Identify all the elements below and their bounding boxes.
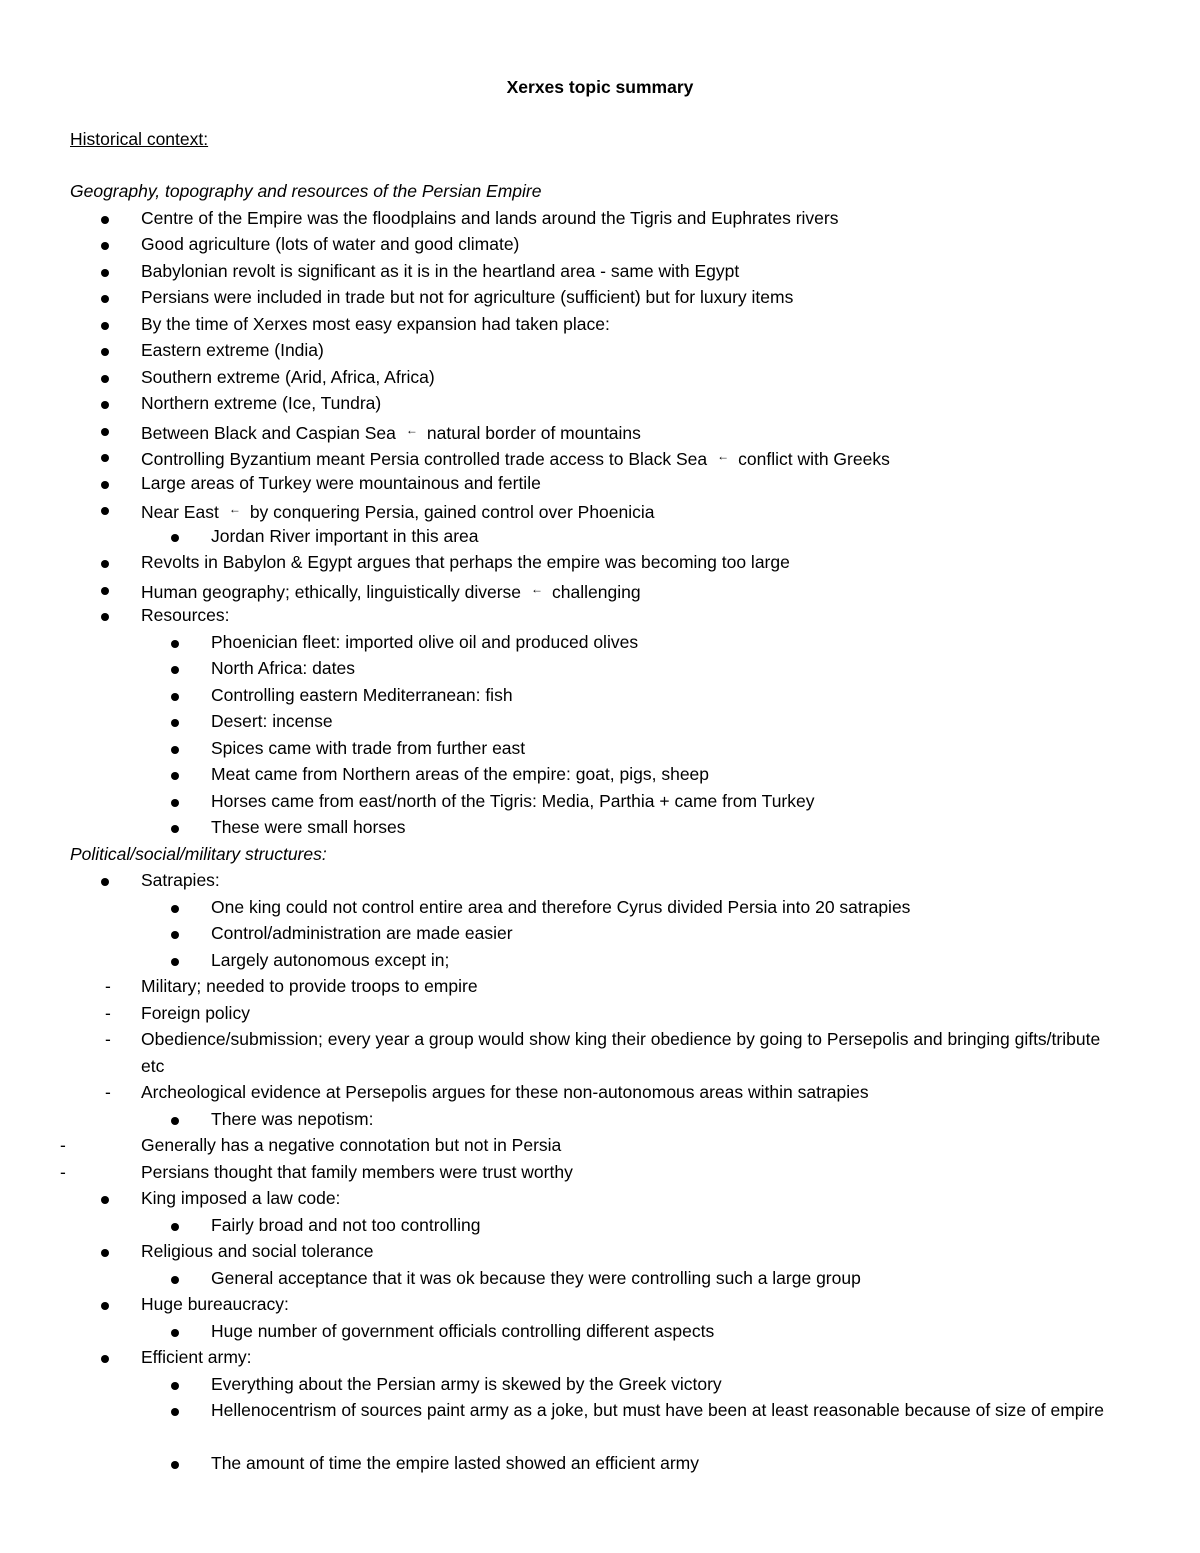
bullet-list-item (0, 867, 1200, 894)
bullet-icon (171, 1265, 179, 1292)
bullet-icon (171, 655, 179, 682)
dash-marker: - (60, 1161, 66, 1182)
arrow-icon: ← (531, 581, 544, 596)
bullet-list-item (0, 1344, 1200, 1371)
bullet-icon (171, 1318, 179, 1345)
list-item-text: Meat came from Northern areas of the empire: goat, pigs, sheep (211, 764, 710, 784)
bullet-icon (101, 496, 109, 523)
bullet-icon (171, 1371, 179, 1398)
document-body (0, 178, 1200, 1477)
bullet-list-item (0, 1318, 1200, 1345)
list-item-text: Military; needed to provide troops to empire (141, 976, 478, 996)
bullet-list-item (0, 443, 1200, 470)
dash-marker: - (105, 976, 111, 996)
bullet-list-item (0, 920, 1200, 947)
list-item-text-part: conflict with Greeks (738, 449, 890, 469)
bullet-icon (101, 1344, 109, 1371)
bullet-list-item (0, 364, 1200, 391)
bullet-list-item (0, 1291, 1200, 1318)
list-item-text (141, 496, 655, 526)
bullet-list-item (0, 814, 1200, 841)
list-item-text: King imposed a law code: (141, 1188, 341, 1208)
bullet-icon (171, 894, 179, 921)
bullet-icon (171, 1397, 179, 1424)
bullet-icon (171, 761, 179, 788)
bullet-list-item (0, 1212, 1200, 1239)
list-item-text: Religious and social tolerance (141, 1241, 374, 1261)
list-item-text (141, 443, 890, 473)
subheading-text: Political/social/military structures: (70, 843, 327, 864)
arrow-icon: ← (228, 502, 241, 516)
dash-list-item (0, 1132, 1200, 1159)
list-item-text: North Africa: dates (211, 658, 355, 678)
list-item-text-part: Between Black and Caspian Sea (141, 422, 396, 443)
bullet-icon (101, 417, 109, 444)
bullet-icon (101, 602, 109, 629)
bullet-icon (101, 1291, 109, 1318)
list-item-text: Controlling eastern Mediterranean: fish (211, 684, 513, 705)
bullet-list-item (0, 602, 1200, 629)
list-item-text: Foreign policy (141, 1002, 250, 1023)
bullet-icon (171, 1106, 179, 1133)
list-item-text: Centre of the Empire was the floodplains and lands around the Tigris and Euphrates rivers (141, 207, 839, 228)
list-item-text: Spices came with trade from further east (211, 737, 526, 758)
list-item-text: Huge bureaucracy: (141, 1294, 289, 1314)
dash-list-item (0, 1079, 1200, 1106)
arrow-icon: ← (717, 449, 730, 463)
bullet-list-item (0, 523, 1200, 550)
list-item-text: There was nepotism: (211, 1108, 374, 1129)
bullet-icon (101, 258, 109, 285)
list-item-text: Babylonian revolt is significant as it is in the heartland area - same with Egypt (141, 260, 740, 281)
bullet-icon (171, 788, 179, 815)
bullet-list-item (0, 788, 1200, 815)
list-item-text: Huge number of government officials controlling different aspects (211, 1320, 715, 1341)
list-item-text: Control/administration are made easier (211, 923, 513, 943)
list-item-text: Eastern extreme (India) (141, 340, 324, 360)
list-item-text: Generally has a negative connotation but not in Persia (141, 1135, 562, 1155)
list-item-text: Northern extreme (Ice, Tundra) (141, 393, 382, 413)
document-title: Xerxes topic summary (506, 77, 694, 97)
bullet-icon (101, 1185, 109, 1212)
bullet-list-item (0, 390, 1200, 417)
subheading-text: Geography, topography and resources of the Persian Empire (70, 181, 542, 201)
bullet-icon (171, 735, 179, 762)
bullet-icon (101, 337, 109, 364)
bullet-list-item (0, 205, 1200, 232)
bullet-icon (101, 205, 109, 232)
dash-list-item (0, 1026, 1200, 1079)
arrow-icon: ← (405, 422, 418, 437)
bullet-icon (171, 629, 179, 656)
bullet-list-item (0, 708, 1200, 735)
list-item-text-part: challenging (552, 581, 641, 602)
list-item-text: Largely autonomous except in; (211, 949, 450, 970)
bullet-list-item (0, 470, 1200, 497)
dash-marker: - (105, 1082, 111, 1102)
list-item-text: Persians were included in trade but not for agriculture (sufficient) but for luxury items (141, 287, 794, 307)
bullet-list-item (0, 735, 1200, 762)
bullet-list-item (0, 496, 1200, 523)
bullet-list-item (0, 1185, 1200, 1212)
dash-list-item (0, 1159, 1200, 1186)
list-item-text: Good agriculture (lots of water and good climate) (141, 234, 520, 254)
bullet-icon (171, 682, 179, 709)
list-item-text: The amount of time the empire lasted showed an efficient army (211, 1453, 699, 1473)
list-item-text-part: Near East (141, 502, 219, 522)
bullet-list-item (0, 682, 1200, 709)
bullet-list-item (0, 1450, 1200, 1477)
list-item-text (141, 576, 641, 606)
list-item-text: Resources: (141, 605, 230, 625)
bullet-list-item (0, 417, 1200, 444)
list-item-text: Southern extreme (Arid, Africa, Africa) (141, 366, 435, 387)
bullet-list-item (0, 629, 1200, 656)
bullet-list-item (0, 576, 1200, 603)
list-item-text-part: natural border of mountains (426, 422, 641, 443)
dash-marker: - (105, 1002, 111, 1023)
list-item-text: These were small horses (211, 817, 406, 837)
bullet-icon (101, 470, 109, 497)
list-item-text: Phoenician fleet: imported olive oil and produced olives (211, 631, 639, 652)
list-item-text: Hellenocentrism of sources paint army as a joke, but must have been at least reasonable because of size of empire (211, 1400, 1104, 1420)
bullet-list-item (0, 1238, 1200, 1265)
list-item-text: Archeological evidence at Persepolis argues for these non-autonomous areas within satrapies (141, 1082, 869, 1102)
bullet-list-item (0, 337, 1200, 364)
list-item-text-part: by conquering Persia, gained control over Phoenicia (249, 502, 655, 522)
bullet-icon (171, 814, 179, 841)
section-heading: Historical context: (70, 129, 209, 149)
bullet-icon (101, 1238, 109, 1265)
list-item-text: Large areas of Turkey were mountainous and fertile (141, 472, 541, 493)
bullet-icon (101, 443, 109, 470)
list-item-text: General acceptance that it was ok because they were controlling such a large group (211, 1267, 861, 1288)
bullet-icon (101, 549, 109, 576)
bullet-list-item (0, 311, 1200, 338)
dash-list-item (0, 973, 1200, 1000)
list-item-text: Efficient army: (141, 1347, 252, 1367)
bullet-list-item (0, 1265, 1200, 1292)
bullet-icon (171, 1450, 179, 1477)
dash-list-item (0, 1000, 1200, 1027)
bullet-icon (171, 708, 179, 735)
bullet-list-item (0, 761, 1200, 788)
bullet-icon (101, 576, 109, 603)
list-item-text: By the time of Xerxes most easy expansion had taken place: (141, 313, 610, 334)
list-item-text: Revolts in Babylon & Egypt argues that perhaps the empire was becoming too large (141, 552, 790, 572)
bullet-icon (101, 311, 109, 338)
list-item-text: One king could not control entire area and therefore Cyrus divided Persia into 20 satrapies (211, 896, 911, 917)
bullet-list-item (0, 284, 1200, 311)
list-item-text: Everything about the Persian army is skewed by the Greek victory (211, 1373, 722, 1394)
list-item-text: Fairly broad and not too controlling (211, 1214, 481, 1235)
bullet-icon (101, 867, 109, 894)
bullet-list-item (0, 231, 1200, 258)
bullet-list-item (0, 655, 1200, 682)
list-item-text-part: Human geography; ethically, linguistically diverse (141, 581, 522, 602)
list-item-text: Obedience/submission; every year a group would show king their obedience by going to Persepolis and bringing gifts/tribute etc (141, 1029, 1101, 1076)
list-item-text (141, 417, 641, 447)
bullet-icon (101, 390, 109, 417)
bullet-list-item (0, 947, 1200, 974)
bullet-icon (171, 920, 179, 947)
bullet-list-item (0, 1371, 1200, 1398)
list-item-text-part: Controlling Byzantium meant Persia controlled trade access to Black Sea (141, 449, 708, 469)
list-item-text: Persians thought that family members were trust worthy (141, 1161, 573, 1182)
subheading (0, 841, 1200, 868)
list-item-text: Satrapies: (141, 870, 220, 890)
bullet-icon (101, 231, 109, 258)
list-item-text: Horses came from east/north of the Tigris: Media, Parthia + came from Turkey (211, 790, 815, 811)
dash-marker: - (105, 1029, 111, 1049)
dash-marker: - (60, 1135, 66, 1155)
bullet-list-item (0, 1397, 1200, 1450)
bullet-icon (171, 947, 179, 974)
subheading (0, 178, 1200, 205)
bullet-icon (101, 284, 109, 311)
bullet-icon (171, 523, 179, 550)
bullet-list-item (0, 549, 1200, 576)
bullet-icon (171, 1212, 179, 1239)
list-item-text: Jordan River important in this area (211, 525, 479, 546)
bullet-list-item (0, 894, 1200, 921)
bullet-list-item (0, 1106, 1200, 1133)
bullet-list-item (0, 258, 1200, 285)
list-item-text: Desert: incense (211, 711, 333, 731)
bullet-icon (101, 364, 109, 391)
